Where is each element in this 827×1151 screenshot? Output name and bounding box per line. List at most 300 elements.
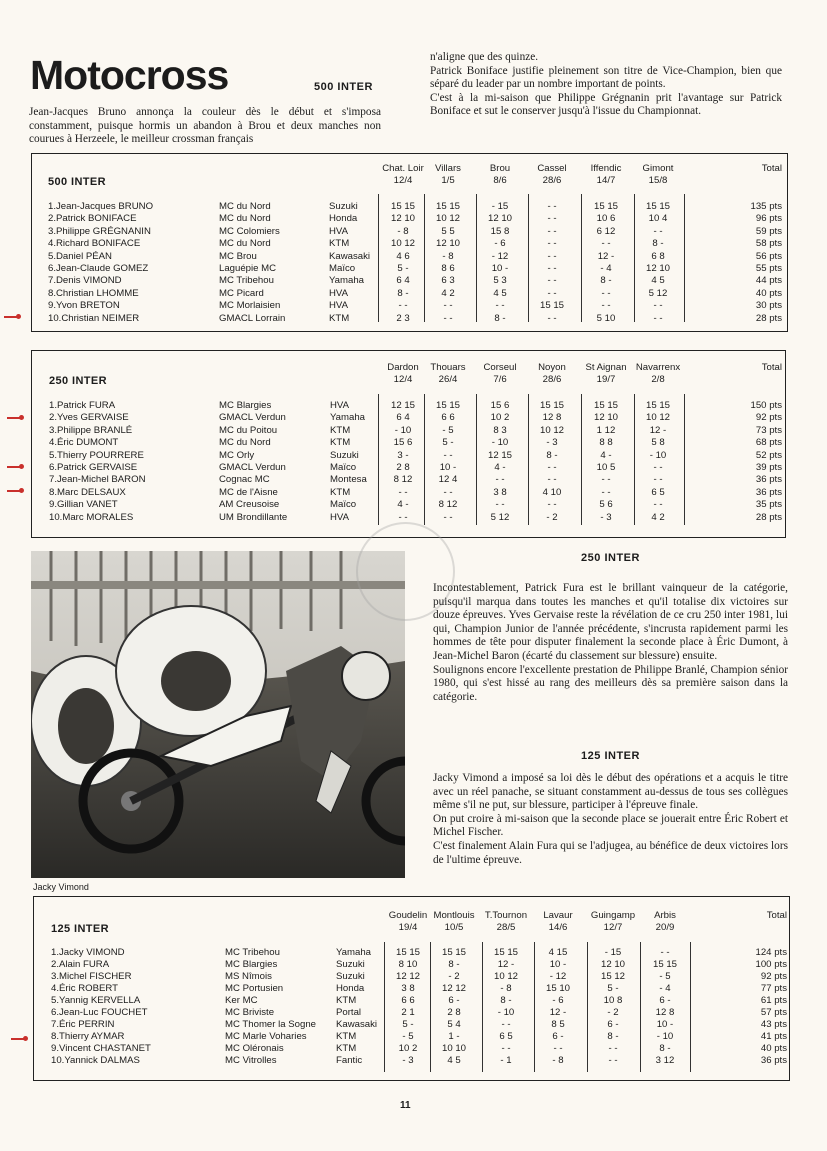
round-score: - 15: [491, 201, 509, 212]
rider-total: 150 pts: [750, 400, 782, 411]
round-score: 6 6: [401, 995, 415, 1006]
round-name: Arbis: [654, 910, 676, 921]
round-score: 6 8: [651, 250, 665, 262]
rider-name: 3.Philippe BRANLÉ: [49, 424, 133, 436]
motocross-photo: [31, 551, 405, 878]
rider-bike: KTM: [330, 486, 351, 498]
round-score: 5 12: [648, 287, 668, 299]
round-score: 4 15: [548, 947, 568, 958]
rider-name: 9.Gillian VANET: [49, 499, 118, 511]
rider-club: MC Portusien: [225, 983, 284, 994]
round-date: 19/7: [596, 374, 616, 385]
round-score: - 15: [604, 947, 622, 958]
rider-total: 36 pts: [760, 1055, 787, 1066]
column-divider: [378, 394, 379, 525]
rider-bike: Suzuki: [336, 971, 365, 982]
rider-bike: Montesa: [330, 474, 367, 486]
rider-total: 36 pts: [755, 486, 782, 498]
round-score: 15 15: [395, 947, 420, 958]
round-score: - -: [443, 300, 453, 312]
round-score: - 4: [659, 983, 671, 994]
round-score: 5 -: [442, 437, 454, 449]
column-divider: [581, 194, 582, 322]
rider-name: 4.Richard BONIFACE: [48, 238, 141, 250]
intro-left: [29, 106, 381, 147]
round-score: 8 5: [551, 1019, 565, 1030]
column-divider: [384, 942, 385, 1072]
article-250-p1: Incontestablement, Patrick Fura est le brillant vainqueur de la catégorie, puisqu'il marqua dans toutes les manches et qu'il totalise dix victoires sur douze épreuves. Yves Gervaise reste la révélation de ce cru 250 inter 1981, lui qui, Champion Junior de l'année précédente, s'incrusta rapidement parmi les hommes de tête pour disputer finalement la seconde place à Éric Dumont, à Jean-Michel Baron (écarté du classement sur blessure) ensuite.: [433, 582, 788, 662]
round-score: 12 12: [441, 983, 466, 994]
table-title: 500 INTER: [48, 176, 107, 188]
article-250-p2: Soulignons encore l'excellente prestation de Philippe Branlé, Champion sénior 1980, qui s'est hissé au rang des meilleurs dès sa première saison dans la catégorie.: [433, 663, 788, 703]
round-score: - -: [653, 300, 663, 312]
round-name: Chat. Loir: [382, 163, 424, 174]
intro-right-p3: C'est à la mi-saison que Philippe Grégnanin prit l'avantage sur Patrick Boniface et sut le conserver jusqu'à l'issue du Championnat.: [430, 91, 782, 118]
round-score: 4 5: [493, 287, 507, 299]
round-score: - 5: [442, 424, 454, 436]
rider-bike: KTM: [330, 437, 351, 449]
rider-club: MC Briviste: [225, 1007, 275, 1018]
round-score: 15 15: [539, 400, 564, 411]
round-date: 28/6: [542, 175, 562, 186]
round-score: - 8: [397, 225, 409, 237]
round-score: 5 12: [490, 511, 510, 523]
intro-left-text: Jean-Jacques Bruno annonça la couleur dès le début et s'imposa constamment, puisque hormis un abandon à Brou et deux manches non courues à Herzeele, le meilleur crossman français: [29, 106, 381, 146]
round-score: 8 -: [659, 1043, 671, 1054]
round-score: 10 -: [549, 959, 567, 970]
round-score: 4 2: [441, 287, 455, 299]
round-score: 10 -: [656, 1019, 674, 1030]
round-date: 19/4: [398, 922, 418, 933]
round-score: 4 5: [447, 1055, 461, 1066]
rider-total: 92 pts: [755, 412, 782, 424]
rider-bike: Maïco: [329, 263, 356, 274]
round-score: 3 8: [401, 983, 415, 994]
round-score: - -: [547, 213, 557, 225]
rider-bike: HVA: [330, 511, 350, 523]
round-score: 15 15: [593, 201, 618, 212]
rider-club: MC du Nord: [219, 201, 271, 212]
rider-name: 2.Yves GERVAISE: [49, 412, 129, 424]
round-score: 15 15: [645, 400, 670, 411]
round-score: - -: [398, 511, 408, 523]
round-score: 15 15: [441, 947, 466, 958]
column-divider: [482, 942, 483, 1072]
intro-right-p2: Patrick Boniface justifie pleinement son titre de Vice-Champion, bien que séparé du leader par un nombre important de points.: [430, 64, 782, 91]
rider-total: 55 pts: [755, 263, 782, 274]
round-score: - -: [547, 474, 557, 486]
round-score: 10 12: [539, 424, 564, 436]
round-score: 5 5: [441, 225, 455, 237]
rider-name: 1.Jacky VIMOND: [51, 947, 125, 958]
round-score: - 12: [491, 250, 509, 262]
round-date: 12/4: [393, 374, 413, 385]
column-divider: [587, 942, 588, 1072]
round-score: 10 -: [491, 263, 509, 274]
round-score: 15 6: [393, 437, 413, 449]
round-score: - 8: [442, 250, 454, 262]
column-divider: [534, 942, 535, 1072]
round-score: 12 15: [390, 400, 415, 411]
rider-total: 58 pts: [755, 238, 782, 250]
round-date: 28/5: [496, 922, 516, 933]
round-score: - 3: [600, 511, 612, 523]
rider-club: MC Blargies: [225, 959, 278, 970]
round-score: - -: [443, 511, 453, 523]
rider-total: 56 pts: [755, 250, 782, 262]
round-score: 12 8: [542, 412, 562, 424]
round-score: - -: [547, 238, 557, 250]
rider-club: MC Tribehou: [219, 275, 274, 287]
round-score: 12 -: [649, 424, 667, 436]
round-score: 10 8: [603, 995, 623, 1006]
total-header: Total: [766, 910, 787, 921]
rider-name: 6.Jean-Claude GOMEZ: [48, 263, 149, 274]
pen-mark: [7, 466, 23, 468]
rider-club: MC du Poitou: [219, 424, 278, 436]
rider-club: MC Colomiers: [219, 225, 280, 237]
pen-mark: [11, 1038, 27, 1040]
round-score: - 12: [549, 971, 567, 982]
round-score: - 1: [500, 1055, 512, 1066]
results-table-250: [31, 350, 786, 538]
round-score: 15 10: [545, 983, 570, 994]
rider-name: 1.Patrick FURA: [49, 400, 116, 411]
round-score: - 8: [552, 1055, 564, 1066]
rider-name: 3.Philippe GRÉGNANIN: [48, 225, 151, 237]
rider-bike: Yamaha: [329, 275, 365, 287]
round-name: Montlouis: [433, 910, 475, 921]
round-score: - -: [601, 474, 611, 486]
round-score: 10 2: [398, 1043, 418, 1054]
round-score: 6 6: [441, 412, 455, 424]
rider-club: MC Oléronais: [225, 1043, 284, 1054]
rider-bike: Honda: [329, 213, 358, 225]
round-score: 8 -: [448, 959, 460, 970]
round-score: - -: [660, 947, 670, 958]
column-divider: [684, 394, 685, 525]
rider-total: 35 pts: [755, 499, 782, 511]
round-name: Noyon: [538, 362, 566, 373]
round-score: 8 -: [500, 995, 512, 1006]
round-score: 8 12: [438, 499, 458, 511]
column-divider: [581, 394, 582, 525]
round-score: - -: [601, 238, 611, 250]
rider-total: 100 pts: [755, 959, 787, 970]
rider-name: 6.Jean-Luc FOUCHET: [51, 1007, 148, 1018]
rider-name: 4.Éric DUMONT: [49, 437, 119, 449]
article-125: [433, 772, 788, 867]
round-score: 8 -: [397, 287, 409, 299]
round-score: - -: [547, 312, 557, 324]
round-score: 10 12: [390, 238, 415, 250]
rider-total: 36 pts: [755, 474, 782, 486]
heading-125-inter: 125 INTER: [581, 750, 640, 762]
round-score: 15 15: [645, 201, 670, 212]
round-name: Brou: [489, 163, 511, 174]
round-score: 2 3: [396, 312, 410, 324]
round-score: 12 10: [435, 238, 460, 250]
round-score: - -: [547, 499, 557, 511]
round-score: 15 12: [600, 971, 625, 982]
round-score: 12 8: [655, 1007, 675, 1018]
round-score: - 5: [659, 971, 671, 982]
table-title: 250 INTER: [49, 375, 108, 387]
rider-name: 5.Yannig KERVELLA: [51, 995, 141, 1006]
rider-total: 135 pts: [750, 201, 782, 212]
rider-bike: Maïco: [330, 499, 357, 511]
rider-total: 68 pts: [755, 437, 782, 449]
rider-bike: Honda: [336, 983, 365, 994]
round-score: - -: [495, 300, 505, 312]
round-score: 5 4: [447, 1019, 461, 1030]
rider-total: 124 pts: [755, 947, 787, 958]
round-score: - -: [653, 462, 663, 473]
pen-mark: [4, 316, 20, 318]
round-date: 7/6: [493, 374, 507, 385]
column-divider: [528, 394, 529, 525]
rider-club: UM Brondillante: [219, 511, 288, 523]
round-name: Corseul: [483, 362, 517, 373]
round-date: 12/7: [603, 922, 623, 933]
round-date: 15/8: [648, 175, 668, 186]
rider-name: 9.Vincent CHASTANET: [51, 1043, 151, 1054]
results-table-125: [33, 896, 790, 1081]
round-score: - -: [547, 287, 557, 299]
round-score: - -: [547, 250, 557, 262]
round-score: 12 10: [593, 412, 618, 424]
round-score: 4 2: [651, 511, 665, 523]
table-title: 125 INTER: [51, 923, 110, 935]
round-score: - -: [547, 263, 557, 274]
round-score: 8 -: [546, 449, 558, 461]
rider-total: 41 pts: [760, 1031, 787, 1042]
round-score: - -: [653, 499, 663, 511]
round-name: Cassel: [537, 163, 567, 174]
round-score: 10 12: [645, 412, 670, 424]
total-header: Total: [761, 163, 782, 174]
round-name: Gimont: [642, 163, 674, 174]
rider-bike: KTM: [336, 1031, 357, 1042]
column-divider: [690, 942, 691, 1072]
round-score: - -: [501, 1043, 511, 1054]
photo-caption: Jacky Vimond: [33, 882, 89, 892]
round-score: - 5: [402, 1031, 414, 1042]
round-name: Villars: [435, 163, 461, 174]
round-date: 14/6: [548, 922, 568, 933]
article-125-p1: Jacky Vimond a imposé sa loi dès le début des opérations et a acquis le titre avec un réel panache, se situant constamment au-dessus de tous ses collègues même s'il ne put, sur blessure, participer à l'épreuve finale.: [433, 772, 788, 812]
round-score: 8 10: [398, 959, 418, 970]
rider-club: MC Blargies: [219, 400, 272, 411]
round-score: 4 10: [542, 486, 562, 498]
rider-total: 30 pts: [755, 300, 782, 312]
round-score: 2 1: [401, 1007, 415, 1018]
round-score: 12 10: [487, 213, 512, 225]
intro-right: [430, 51, 782, 119]
round-score: - -: [443, 486, 453, 498]
intro-right-p1: n'aligne que des quinze.: [430, 51, 539, 63]
rider-bike: Kawasaki: [329, 250, 371, 262]
rider-club: Cognac MC: [219, 474, 270, 486]
round-score: 6 -: [607, 1019, 619, 1030]
rider-bike: Suzuki: [330, 449, 359, 461]
rider-name: 4.Éric ROBERT: [51, 983, 118, 994]
round-score: - -: [443, 449, 453, 461]
rider-total: 43 pts: [760, 1019, 787, 1030]
rider-total: 52 pts: [755, 449, 782, 461]
round-score: - -: [653, 312, 663, 324]
round-score: - -: [547, 225, 557, 237]
column-divider: [528, 194, 529, 322]
rider-name: 2.Alain FURA: [51, 959, 110, 970]
pen-mark: [7, 490, 23, 492]
rider-name: 8.Marc DELSAUX: [49, 486, 126, 498]
round-score: - 8: [500, 983, 512, 994]
rider-name: 3.Michel FISCHER: [51, 971, 132, 982]
rider-club: Ker MC: [225, 995, 258, 1006]
rider-bike: HVA: [329, 225, 349, 237]
round-score: - -: [547, 201, 557, 212]
round-score: 10 4: [648, 213, 668, 225]
round-score: 4 6: [396, 250, 410, 262]
round-score: 12 -: [597, 250, 615, 262]
rider-total: 44 pts: [755, 275, 782, 287]
rider-bike: Portal: [336, 1007, 362, 1018]
round-score: 5 6: [599, 499, 613, 511]
round-date: 28/6: [542, 374, 562, 385]
round-date: 12/4: [393, 175, 413, 186]
rider-name: 5.Thierry POURRERE: [49, 449, 144, 461]
article-125-p3: C'est finalement Alain Fura qui se l'adjugea, au bénéfice de deux victoires lors de l'ultime épreuve.: [433, 839, 788, 866]
round-score: - -: [495, 499, 505, 511]
rider-bike: Kawasaki: [336, 1019, 378, 1030]
round-score: 12 15: [487, 449, 512, 461]
round-score: - 2: [546, 511, 558, 523]
round-name: T.Tournon: [484, 910, 528, 921]
round-score: 6 4: [396, 275, 410, 287]
rider-total: 28 pts: [755, 312, 782, 324]
round-score: 15 15: [652, 959, 677, 970]
rider-club: Laguépie MC: [219, 263, 277, 274]
round-score: 6 -: [552, 1031, 564, 1042]
rider-bike: Suzuki: [336, 959, 365, 970]
rider-bike: Suzuki: [329, 201, 358, 212]
round-name: Goudelin: [388, 910, 428, 921]
round-score: - -: [601, 300, 611, 312]
rider-club: AM Creusoise: [219, 499, 280, 511]
rider-club: MC Vitrolles: [225, 1055, 277, 1066]
pen-mark: [7, 417, 23, 419]
page-number: 11: [400, 1100, 411, 1111]
round-date: 20/9: [655, 922, 675, 933]
round-score: - -: [495, 474, 505, 486]
round-score: - -: [501, 1019, 511, 1030]
round-score: 4 -: [397, 499, 409, 511]
round-score: - -: [547, 462, 557, 473]
rider-name: 10.Marc MORALES: [49, 511, 134, 523]
round-name: Dardon: [387, 362, 419, 373]
round-score: 8 8: [599, 437, 613, 449]
round-name: Guingamp: [590, 910, 636, 921]
rider-total: 92 pts: [760, 971, 787, 982]
round-score: 12 10: [600, 959, 625, 970]
rider-total: 39 pts: [755, 462, 782, 473]
rider-total: 61 pts: [760, 995, 787, 1006]
round-score: 3 -: [397, 449, 409, 461]
rider-bike: KTM: [330, 424, 351, 436]
round-score: 3 12: [655, 1055, 675, 1066]
round-score: - -: [398, 300, 408, 312]
round-score: 10 10: [441, 1043, 466, 1054]
rider-total: 40 pts: [755, 287, 782, 299]
round-score: - 2: [607, 1007, 619, 1018]
rider-bike: KTM: [336, 995, 357, 1006]
round-score: 1 -: [448, 1031, 460, 1042]
round-score: 10 12: [493, 971, 518, 982]
rider-name: 1.Jean-Jacques BRUNO: [48, 201, 154, 212]
round-score: - -: [443, 312, 453, 324]
round-score: 6 12: [596, 225, 616, 237]
round-score: 3 8: [493, 486, 507, 498]
round-date: 14/7: [596, 175, 616, 186]
rider-club: MC Thomer la Sogne: [225, 1019, 317, 1030]
round-score: - -: [553, 1043, 563, 1054]
round-score: - 2: [448, 971, 460, 982]
article-250: [433, 582, 788, 704]
rider-club: MC Brou: [219, 250, 257, 262]
rider-club: MC du Nord: [219, 238, 271, 250]
round-score: 10 12: [435, 213, 460, 225]
rider-total: 40 pts: [760, 1043, 787, 1054]
round-score: 4 5: [651, 275, 665, 287]
heading-250-inter: 250 INTER: [581, 552, 640, 564]
round-score: 5 8: [651, 437, 665, 449]
page-title: Motocross: [30, 52, 229, 98]
rider-bike: KTM: [336, 1043, 357, 1054]
round-score: 15 15: [593, 400, 618, 411]
round-score: 5 10: [596, 312, 616, 324]
round-date: 2/8: [651, 374, 665, 385]
round-score: - -: [601, 287, 611, 299]
round-name: Navarrenx: [635, 362, 681, 373]
article-125-p2: On put croire à mi-saison que la seconde place se jouerait entre Éric Robert et Michel Fischer.: [433, 812, 788, 839]
rider-bike: HVA: [330, 400, 350, 411]
rider-club: MC Morlaisien: [219, 300, 281, 312]
rider-club: MC Tribehou: [225, 947, 280, 958]
round-score: 10 2: [490, 412, 510, 424]
round-name: Iffendic: [590, 163, 622, 174]
rider-club: MC de l'Aisne: [219, 486, 278, 498]
rider-name: 10.Yannick DALMAS: [51, 1055, 140, 1066]
column-divider: [634, 194, 635, 322]
round-date: 26/4: [438, 374, 458, 385]
column-divider: [634, 394, 635, 525]
round-score: 6 3: [441, 275, 455, 287]
round-date: 10/5: [444, 922, 464, 933]
round-score: - 10: [491, 437, 509, 449]
round-score: 8 6: [441, 263, 455, 274]
round-score: - 4: [600, 263, 612, 274]
round-score: 8 -: [494, 312, 506, 324]
round-score: 12 -: [549, 1007, 567, 1018]
round-score: 8 -: [652, 238, 664, 250]
rider-total: 28 pts: [755, 511, 782, 523]
round-name: Lavaur: [543, 910, 573, 921]
rider-total: 59 pts: [755, 225, 782, 237]
round-score: 6 -: [448, 995, 460, 1006]
round-score: - 6: [494, 238, 506, 250]
rider-name: 10.Christian NEIMER: [48, 312, 140, 324]
